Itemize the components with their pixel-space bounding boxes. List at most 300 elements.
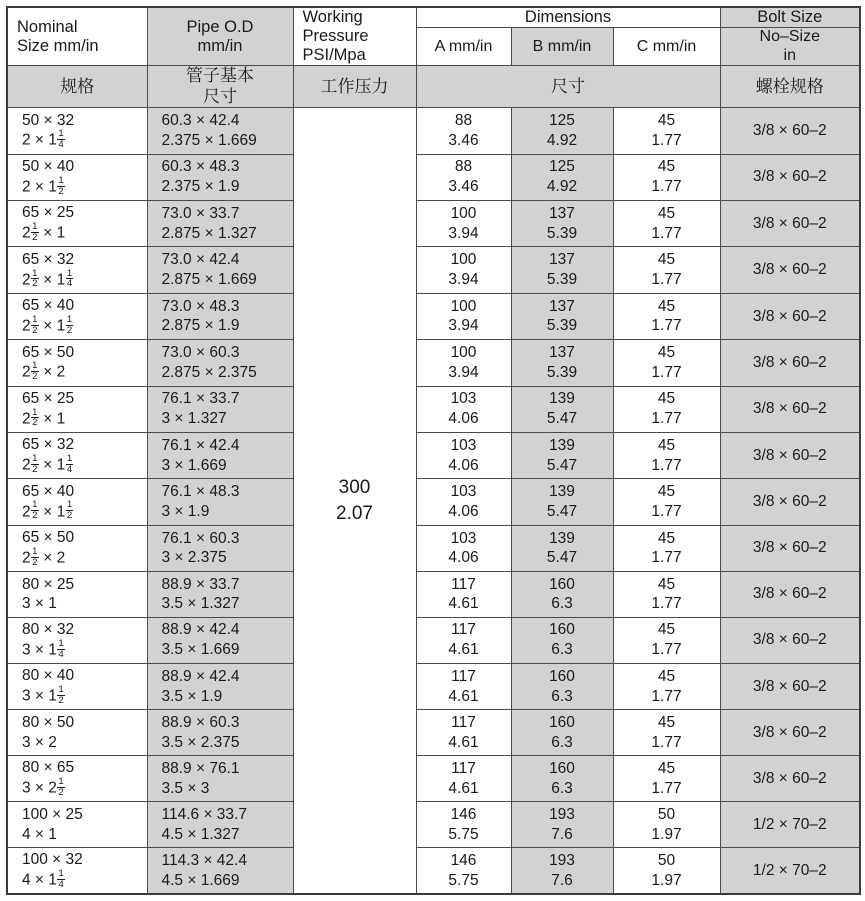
dimension-a-in: 4.06 — [448, 502, 479, 520]
fraction — [66, 269, 74, 290]
dimension-c-mm: 45 — [657, 759, 676, 777]
dimension-b-in: 6.3 — [551, 687, 573, 705]
pipe-od-in: 2.875 × 1.9 — [161, 317, 240, 335]
fraction-denominator: 2 — [32, 510, 38, 522]
cell-pipe-od — [147, 340, 293, 386]
cell-dimension-b — [511, 802, 613, 848]
header-pipe-od-cn-line1: 管子基本 — [186, 66, 254, 86]
nominal-size-mm: 65 × 50 — [22, 343, 75, 361]
dimension-b-in: 5.47 — [546, 549, 578, 567]
header-pipe-od-cn — [147, 66, 293, 108]
fraction — [57, 869, 65, 890]
fraction-denominator: 2 — [32, 371, 38, 383]
fraction — [66, 315, 74, 336]
cell-dimension-a — [416, 293, 511, 339]
table-body — [7, 108, 860, 895]
dimension-a-in: 4.61 — [448, 779, 479, 797]
cell-bolt-size — [720, 525, 860, 571]
cell-pipe-od — [147, 293, 293, 339]
pipe-od-in: 3.5 × 2.375 — [161, 733, 240, 751]
table-row — [7, 108, 860, 154]
fraction-numerator: 1 — [58, 776, 64, 788]
nominal-size-in: 2 $\frac{1}{2}$ × 1 $\frac{1}{2}$ — [22, 499, 73, 522]
cell-nominal-size — [7, 710, 147, 756]
fraction — [66, 454, 74, 475]
fraction-numerator: 1 — [32, 360, 38, 372]
fraction — [31, 454, 39, 475]
bolt-size-value: 3/8 × 60–2 — [752, 214, 827, 232]
nominal-size-in: 2 $\frac{1}{2}$ × 1 — [22, 406, 66, 429]
fraction-numerator: 1 — [32, 545, 38, 557]
dimension-b-mm: 139 — [549, 483, 575, 501]
dimension-a-in: 4.06 — [448, 410, 479, 428]
table-row — [7, 617, 860, 663]
fraction — [57, 777, 65, 798]
cell-dimension-c — [613, 247, 720, 293]
cell-dimension-b — [511, 108, 613, 154]
dimension-b-mm: 125 — [549, 158, 575, 176]
fraction — [31, 269, 39, 290]
table-row — [7, 386, 860, 432]
dimension-c-in: 1.97 — [651, 825, 682, 843]
cell-dimension-c — [613, 386, 720, 432]
dimension-b-in: 5.47 — [546, 502, 578, 520]
fraction — [31, 408, 39, 429]
cell-dimension-c — [613, 572, 720, 618]
header-working-pressure-line1: Working — [302, 8, 363, 26]
dimension-a-mm: 100 — [450, 204, 477, 222]
dimension-c-mm: 45 — [657, 483, 676, 501]
cell-pipe-od — [147, 617, 293, 663]
pipe-od-mm: 114.3 × 42.4 — [161, 851, 247, 869]
nominal-size-mm: 65 × 25 — [22, 389, 75, 407]
dimension-a-in: 4.61 — [448, 595, 479, 613]
nominal-size-mm: 80 × 25 — [22, 575, 75, 593]
cell-dimension-b — [511, 154, 613, 200]
fraction-numerator: 1 — [32, 499, 38, 511]
header-dimensions-group: Dimensions — [416, 7, 720, 28]
bolt-size-value: 3/8 × 60–2 — [752, 168, 827, 186]
working-pressure-psi: 300 — [338, 477, 371, 499]
bolt-size-value: 3/8 × 60–2 — [752, 261, 827, 279]
table-row — [7, 525, 860, 571]
table-row — [7, 479, 860, 525]
pipe-od-mm: 76.1 × 33.7 — [161, 390, 240, 408]
header-working-pressure-line3: PSI/Mpa — [302, 46, 366, 65]
dimension-a-in: 4.06 — [448, 549, 479, 567]
pipe-od-mm: 60.3 × 48.3 — [161, 158, 240, 176]
nominal-size-mm: 80 × 50 — [22, 713, 75, 731]
dimension-c-mm: 50 — [657, 851, 676, 869]
cell-dimension-c — [613, 617, 720, 663]
fraction — [31, 222, 39, 243]
bolt-size-value: 3/8 × 60–2 — [752, 769, 827, 787]
cell-bolt-size — [720, 572, 860, 618]
cell-nominal-size — [7, 617, 147, 663]
pipe-od-in: 3 × 1.669 — [161, 456, 227, 474]
dimension-b-mm: 160 — [549, 713, 575, 731]
pipe-od-in: 2.375 × 1.669 — [161, 131, 257, 149]
cell-nominal-size — [7, 479, 147, 525]
dimension-a-in: 4.61 — [448, 641, 479, 659]
dimension-c-mm: 45 — [657, 436, 676, 454]
header-dimension-c: C mm/in — [613, 28, 720, 66]
dimension-c-in: 1.77 — [651, 224, 682, 242]
pipe-od-in: 2.875 × 1.669 — [161, 271, 257, 289]
fraction-numerator: 1 — [66, 267, 73, 279]
cell-bolt-size — [720, 710, 860, 756]
nominal-size-mm: 100 × 25 — [22, 805, 83, 823]
fraction — [57, 639, 65, 660]
cell-dimension-a — [416, 755, 511, 801]
dimension-a-mm: 117 — [451, 575, 476, 593]
nominal-size-mm: 65 × 32 — [22, 250, 75, 268]
cell-dimension-c — [613, 755, 720, 801]
dimension-c-in: 1.77 — [651, 317, 682, 335]
cell-dimension-c — [613, 200, 720, 246]
dimension-a-mm: 100 — [450, 251, 477, 269]
dimension-c-mm: 45 — [657, 158, 676, 176]
dimension-a-mm: 103 — [450, 529, 477, 547]
nominal-size-in: 3 × 2 — [22, 733, 57, 751]
header-pipe-od — [147, 7, 293, 66]
header-bolt-size-cn: 螺栓规格 — [720, 66, 860, 108]
header-pipe-od-line1: Pipe O.D — [186, 17, 254, 36]
fraction — [31, 500, 39, 521]
dimension-b-mm: 137 — [549, 251, 575, 269]
pipe-od-mm: 88.9 × 33.7 — [161, 575, 240, 593]
cell-pipe-od — [147, 247, 293, 293]
cell-nominal-size — [7, 432, 147, 478]
dimension-a-in: 3.46 — [448, 131, 479, 149]
pipe-od-mm: 73.0 × 33.7 — [161, 204, 240, 222]
dimension-a-mm: 103 — [450, 390, 477, 408]
dimension-a-mm: 117 — [451, 621, 476, 639]
dimension-c-mm: 45 — [657, 297, 676, 315]
cell-dimension-a — [416, 802, 511, 848]
cell-dimension-b — [511, 663, 613, 709]
table-row — [7, 663, 860, 709]
nominal-size-in: 3 × 1 $\frac{1}{2}$ — [22, 684, 64, 706]
cell-pipe-od — [147, 479, 293, 525]
cell-dimension-b — [511, 432, 613, 478]
cell-dimension-c — [613, 710, 720, 756]
cell-dimension-c — [613, 479, 720, 525]
fraction-denominator: 4 — [58, 648, 64, 660]
dimension-a-in: 3.94 — [448, 271, 479, 289]
cell-nominal-size — [7, 847, 147, 894]
dimension-b-in: 6.3 — [551, 641, 573, 659]
dimension-b-in: 4.92 — [546, 178, 578, 196]
dimension-a-in: 5.75 — [448, 871, 479, 889]
cell-nominal-size — [7, 247, 147, 293]
dimension-c-in: 1.77 — [651, 733, 682, 751]
fraction-denominator: 2 — [32, 324, 38, 336]
pipe-od-mm: 88.9 × 76.1 — [161, 759, 240, 777]
cell-dimension-b — [511, 293, 613, 339]
dimension-a-in: 3.46 — [448, 178, 479, 196]
cell-pipe-od — [147, 108, 293, 154]
fraction-numerator: 1 — [58, 868, 64, 880]
dimension-b-mm: 137 — [549, 204, 575, 222]
nominal-size-in: 3 × 2 $\frac{1}{2}$ — [22, 776, 64, 798]
fraction — [57, 176, 65, 197]
cell-dimension-b — [511, 617, 613, 663]
header-working-pressure — [293, 7, 416, 66]
bolt-size-value: 3/8 × 60–2 — [752, 585, 827, 603]
fraction — [57, 685, 65, 706]
fraction — [31, 547, 39, 568]
table-row — [7, 340, 860, 386]
cell-nominal-size — [7, 340, 147, 386]
dimension-c-mm: 45 — [657, 621, 676, 639]
dimension-a-mm: 146 — [450, 805, 477, 823]
cell-dimension-b — [511, 755, 613, 801]
table-row — [7, 432, 860, 478]
cell-bolt-size — [720, 802, 860, 848]
fraction-denominator: 2 — [66, 324, 73, 336]
nominal-size-mm: 50 × 32 — [22, 111, 75, 129]
fraction-numerator: 1 — [66, 313, 73, 325]
dimension-b-in: 5.39 — [546, 363, 578, 381]
pipe-od-mm: 88.9 × 60.3 — [161, 713, 240, 731]
dimension-a-in: 4.61 — [448, 733, 479, 751]
cell-dimension-a — [416, 479, 511, 525]
nominal-size-mm: 50 × 40 — [22, 158, 75, 176]
pipe-fitting-spec-table — [6, 6, 861, 895]
header-nominal-size — [7, 7, 147, 66]
table-row — [7, 572, 860, 618]
cell-bolt-size — [720, 386, 860, 432]
cell-pipe-od — [147, 572, 293, 618]
bolt-size-value: 3/8 × 60–2 — [752, 539, 827, 557]
fraction-denominator: 2 — [58, 694, 64, 706]
dimension-c-in: 1.77 — [651, 779, 682, 797]
cell-dimension-b — [511, 847, 613, 894]
fraction-numerator: 1 — [58, 684, 64, 696]
table-row — [7, 710, 860, 756]
dimension-a-in: 5.75 — [448, 825, 479, 843]
fraction-denominator: 4 — [66, 463, 73, 475]
dimension-c-in: 1.77 — [651, 687, 682, 705]
bolt-size-value: 3/8 × 60–2 — [752, 353, 827, 371]
dimension-a-mm: 117 — [451, 667, 476, 685]
header-nominal-size-line2: Size mm/in — [17, 36, 99, 55]
bolt-size-value: 1/2 × 70–2 — [752, 861, 827, 879]
dimension-c-in: 1.77 — [651, 641, 682, 659]
cell-dimension-a — [416, 108, 511, 154]
pipe-od-mm: 73.0 × 42.4 — [161, 251, 240, 269]
cell-nominal-size — [7, 755, 147, 801]
dimension-c-in: 1.77 — [651, 131, 682, 149]
fraction-numerator: 1 — [32, 267, 38, 279]
pipe-od-in: 3 × 1.9 — [161, 502, 210, 520]
cell-pipe-od — [147, 710, 293, 756]
cell-dimension-c — [613, 154, 720, 200]
cell-dimension-b — [511, 200, 613, 246]
dimension-b-mm: 137 — [549, 297, 575, 315]
header-dimensions-cn: 尺寸 — [416, 66, 720, 108]
fraction-denominator: 2 — [32, 463, 38, 475]
dimension-c-mm: 45 — [657, 713, 676, 731]
fraction-numerator: 1 — [58, 637, 64, 649]
nominal-size-in: 2 $\frac{1}{2}$ × 2 — [22, 545, 66, 568]
fraction-numerator: 1 — [32, 406, 38, 418]
dimension-b-mm: 160 — [549, 759, 575, 777]
dimension-a-mm: 100 — [450, 343, 477, 361]
cell-nominal-size — [7, 386, 147, 432]
dimension-c-in: 1.97 — [651, 871, 682, 889]
dimension-c-mm: 45 — [657, 112, 676, 130]
dimension-a-mm: 88 — [454, 158, 473, 176]
nominal-size-in: 2 × 1 $\frac{1}{2}$ — [22, 174, 64, 197]
cell-pipe-od — [147, 525, 293, 571]
header-bolt-size-unit-line2: in — [783, 46, 796, 64]
nominal-size-in: 4 × 1 — [22, 825, 57, 843]
pipe-od-in: 3.5 × 1.669 — [161, 641, 240, 659]
dimension-b-mm: 125 — [549, 112, 575, 130]
bolt-size-value: 3/8 × 60–2 — [752, 307, 827, 325]
fraction-denominator: 2 — [66, 510, 73, 522]
pipe-od-in: 2.875 × 1.327 — [161, 224, 257, 242]
bolt-size-value: 3/8 × 60–2 — [752, 677, 827, 695]
pipe-od-in: 3.5 × 1.327 — [161, 595, 240, 613]
table-header — [7, 7, 860, 108]
cell-dimension-a — [416, 247, 511, 293]
dimension-b-mm: 139 — [549, 436, 575, 454]
pipe-od-in: 4.5 × 1.327 — [161, 825, 240, 843]
pipe-od-mm: 88.9 × 42.4 — [161, 621, 240, 639]
dimension-b-in: 4.92 — [546, 131, 578, 149]
bolt-size-value: 3/8 × 60–2 — [752, 631, 827, 649]
dimension-c-in: 1.77 — [651, 502, 682, 520]
fraction-numerator: 1 — [58, 128, 64, 140]
dimension-a-mm: 117 — [451, 713, 476, 731]
fraction-denominator: 2 — [58, 786, 64, 798]
nominal-size-in: 3 × 1 $\frac{1}{4}$ — [22, 637, 64, 660]
cell-dimension-a — [416, 432, 511, 478]
fraction-numerator: 1 — [66, 453, 73, 465]
dimension-b-in: 5.39 — [546, 317, 578, 335]
fraction — [57, 129, 65, 150]
pipe-od-mm: 76.1 × 42.4 — [161, 436, 240, 454]
table-row — [7, 802, 860, 848]
cell-bolt-size — [720, 247, 860, 293]
dimension-b-in: 6.3 — [551, 779, 573, 797]
fraction-denominator: 2 — [32, 556, 38, 568]
dimension-c-mm: 45 — [657, 390, 676, 408]
pipe-od-mm: 76.1 × 48.3 — [161, 483, 240, 501]
header-bolt-size-unit-line1: No–Size — [759, 28, 820, 46]
dimension-a-in: 4.61 — [448, 687, 479, 705]
dimension-a-in: 4.06 — [448, 456, 479, 474]
dimension-b-in: 7.6 — [551, 825, 573, 843]
cell-bolt-size — [720, 108, 860, 154]
dimension-c-in: 1.77 — [651, 410, 682, 428]
nominal-size-mm: 65 × 40 — [22, 297, 75, 315]
header-working-pressure-cn: 工作压力 — [293, 66, 416, 108]
nominal-size-in: 3 × 1 — [22, 595, 57, 613]
header-pipe-od-line2: mm/in — [197, 36, 243, 55]
dimension-b-mm: 139 — [549, 529, 575, 547]
fraction-denominator: 2 — [32, 231, 38, 243]
fraction-numerator: 1 — [58, 174, 64, 186]
header-pipe-od-cn-line2: 尺寸 — [203, 86, 237, 106]
pipe-od-in: 3 × 2.375 — [161, 549, 227, 567]
cell-dimension-b — [511, 479, 613, 525]
cell-nominal-size — [7, 525, 147, 571]
dimension-a-mm: 100 — [450, 297, 477, 315]
cell-bolt-size — [720, 432, 860, 478]
cell-dimension-c — [613, 432, 720, 478]
bolt-size-value: 1/2 × 70–2 — [752, 815, 827, 833]
nominal-size-in: 2 $\frac{1}{2}$ × 1 $\frac{1}{4}$ — [22, 267, 73, 290]
cell-bolt-size — [720, 293, 860, 339]
dimension-b-mm: 193 — [549, 805, 575, 823]
fraction-numerator: 1 — [66, 499, 73, 511]
table-row — [7, 847, 860, 894]
bolt-size-value: 3/8 × 60–2 — [752, 446, 827, 464]
pipe-od-mm: 73.0 × 48.3 — [161, 297, 240, 315]
cell-nominal-size — [7, 154, 147, 200]
cell-dimension-c — [613, 802, 720, 848]
header-nominal-size-cn: 规格 — [7, 66, 147, 108]
cell-nominal-size — [7, 108, 147, 154]
header-bolt-size: Bolt Size — [720, 7, 860, 28]
cell-bolt-size — [720, 617, 860, 663]
pipe-od-in: 2.875 × 2.375 — [161, 363, 257, 381]
bolt-size-value: 3/8 × 60–2 — [752, 493, 827, 511]
fraction-numerator: 1 — [32, 453, 38, 465]
cell-nominal-size — [7, 572, 147, 618]
cell-working-pressure — [293, 108, 416, 895]
dimension-b-in: 5.39 — [546, 224, 578, 242]
dimension-c-mm: 45 — [657, 204, 676, 222]
nominal-size-mm: 65 × 40 — [22, 482, 75, 500]
cell-dimension-a — [416, 340, 511, 386]
table-row — [7, 200, 860, 246]
dimension-a-in: 3.94 — [448, 317, 479, 335]
cell-dimension-c — [613, 340, 720, 386]
bolt-size-value: 3/8 × 60–2 — [752, 121, 827, 139]
dimension-a-mm: 103 — [450, 436, 477, 454]
dimension-a-in: 3.94 — [448, 224, 479, 242]
dimension-a-mm: 146 — [450, 851, 477, 869]
dimension-c-in: 1.77 — [651, 456, 682, 474]
header-dimension-a: A mm/in — [416, 28, 511, 66]
nominal-size-mm: 65 × 32 — [22, 436, 75, 454]
dimension-c-mm: 45 — [657, 575, 676, 593]
cell-pipe-od — [147, 432, 293, 478]
dimension-c-mm: 45 — [657, 667, 676, 685]
dimension-b-in: 5.39 — [546, 271, 578, 289]
nominal-size-in: 4 × 1 $\frac{1}{4}$ — [22, 868, 64, 890]
fraction — [66, 500, 74, 521]
cell-dimension-b — [511, 247, 613, 293]
fraction-numerator: 1 — [32, 313, 38, 325]
pipe-od-in: 4.5 × 1.669 — [161, 871, 240, 889]
dimension-b-in: 6.3 — [551, 595, 573, 613]
cell-dimension-b — [511, 572, 613, 618]
pipe-od-mm: 73.0 × 60.3 — [161, 343, 240, 361]
nominal-size-mm: 80 × 32 — [22, 621, 75, 639]
cell-dimension-a — [416, 154, 511, 200]
dimension-c-mm: 45 — [657, 251, 676, 269]
table-row — [7, 247, 860, 293]
cell-nominal-size — [7, 663, 147, 709]
dimension-b-in: 5.47 — [546, 456, 578, 474]
dimension-b-in: 6.3 — [551, 733, 573, 751]
